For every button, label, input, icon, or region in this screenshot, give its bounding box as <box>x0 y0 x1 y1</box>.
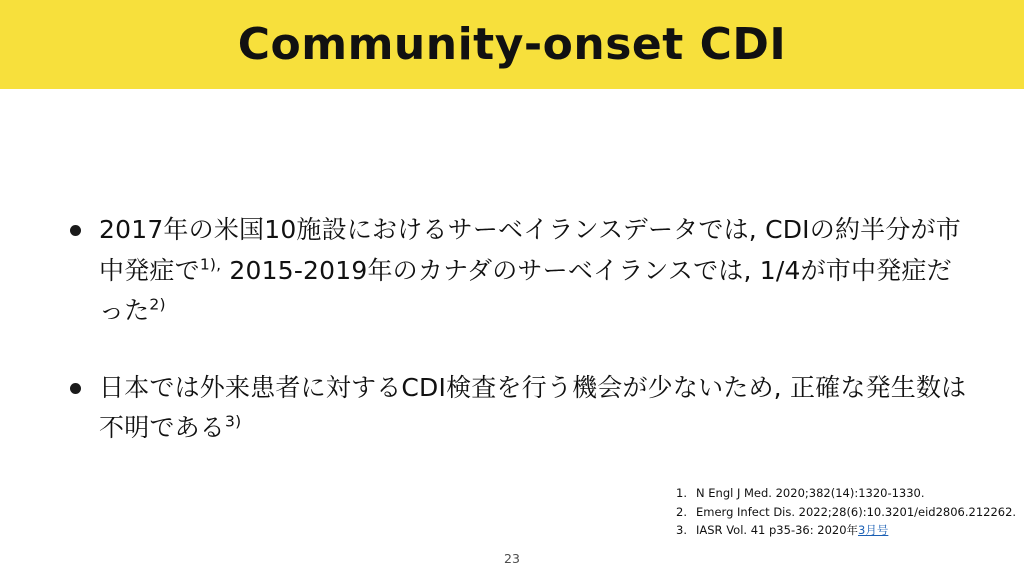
reference-superscript: 2) <box>149 295 166 314</box>
reference-link[interactable]: 3月号 <box>858 523 889 538</box>
reference-number: 3. <box>676 523 687 538</box>
title-band <box>0 0 1024 89</box>
bullet-item <box>70 368 970 449</box>
bullet-item <box>70 210 970 332</box>
bullet-text-2: 日本では外来患者に対するCDI検査を行う機会が少ないため, 正確な発生数は不明である$^{3)}$ <box>99 372 967 442</box>
reference-item <box>676 503 1017 522</box>
page-number: 23 <box>504 551 520 566</box>
reference-superscript: 1), <box>199 255 222 274</box>
reference-item <box>676 484 1006 503</box>
page-title: Community-onset CDI <box>237 18 787 70</box>
reference-list <box>676 484 1017 540</box>
reference-text: IASR Vol. 41 p35-36: 2020年 <box>696 523 859 538</box>
bullet-dot-icon <box>70 225 81 236</box>
reference-text: N Engl J Med. 2020;382(14):1320-1330. <box>696 486 925 500</box>
bullet-dot-icon <box>70 383 81 394</box>
reference-number: 2. <box>676 504 687 519</box>
reference-number: 1. <box>676 486 687 500</box>
slide-body <box>70 210 970 485</box>
reference-item <box>676 521 1006 540</box>
reference-superscript: 3) <box>225 412 242 431</box>
reference-text: Emerg Infect Dis. 2022;28(6):10.3201/eid2806.212262. <box>696 504 1017 519</box>
bullet-text-1: 2017年の米国10施設におけるサーベイランスデータでは, CDIの約半分が市中発症で$^{1),}$ 2015-2019年のカナダのサーベイランスでは, 1/4が市中発症だった$^{2)}$ <box>99 215 961 325</box>
